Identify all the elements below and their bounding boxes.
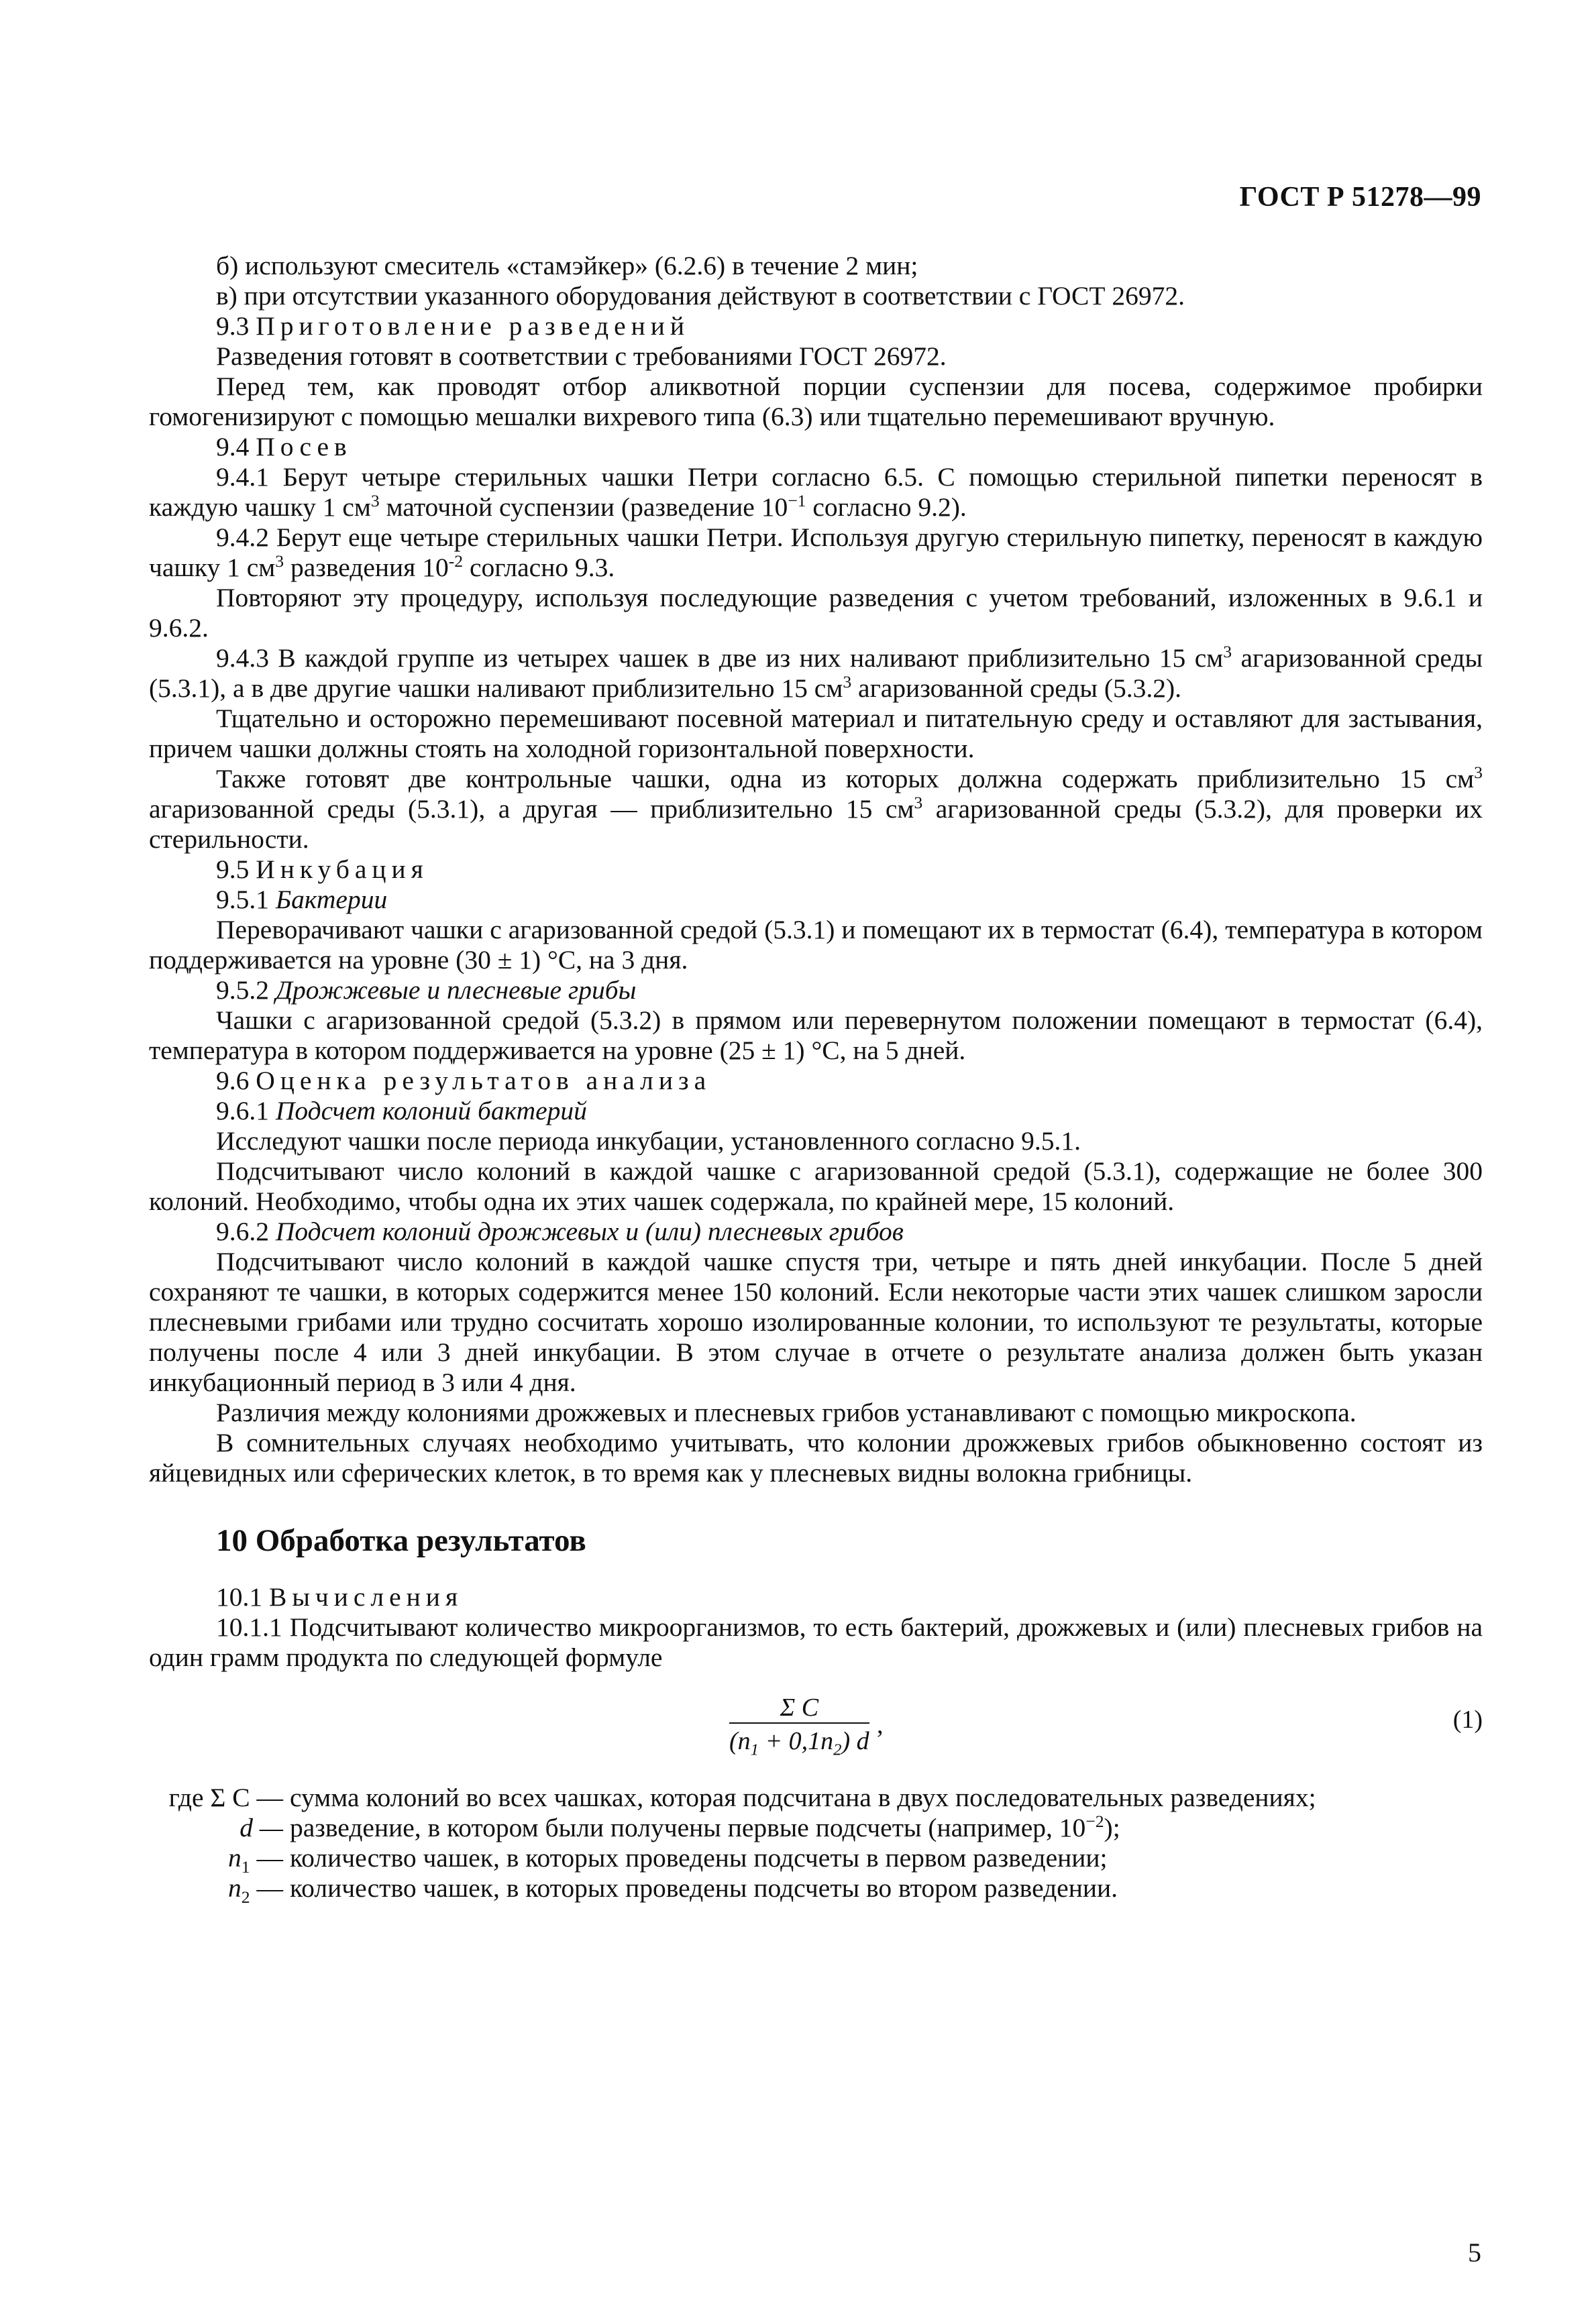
subsection-heading-9-6-1 bbox=[149, 1096, 1483, 1126]
subscript: 1 bbox=[241, 1857, 250, 1877]
section-number: 9.5.2 bbox=[216, 975, 269, 1005]
superscript: −2 bbox=[1085, 1811, 1104, 1831]
legend-symbol bbox=[149, 1873, 290, 1907]
superscript: 3 bbox=[370, 490, 380, 510]
paragraph: Подсчитывают число колоний в каждой чашке спустя три, четыре и пять дней инкубации. После 5 дней сохраняют те чашки, в которых содержится менее 150 колоний. Если некоторые части этих чашек слишком заросли плесневыми грибами или трудно сосчитать хорошо изолированные колонии, то используют те результаты, которые получены после 4 или 3 дней инкубации. В этом случае в отчете о результате анализа должен быть указан инкубационный период в 3 или 4 дня. bbox=[149, 1247, 1483, 1397]
legend-row bbox=[149, 1843, 1483, 1877]
formula bbox=[149, 1693, 1483, 1767]
section-number: 9.4 bbox=[216, 432, 250, 461]
text-run: разведения 10 bbox=[284, 553, 449, 582]
paragraph: Разведения готовят в соответствии с требованиями ГОСТ 26972. bbox=[216, 341, 947, 371]
legend-text bbox=[290, 1813, 1483, 1843]
superscript: 3 bbox=[843, 671, 852, 691]
page-number: 5 bbox=[1468, 2237, 1481, 2268]
formula-comma: , bbox=[877, 1711, 884, 1739]
text-run: агаризованной среды (5.3.2), для проверки их стерильности. bbox=[149, 794, 1483, 854]
document-code: ГОСТ Р 51278—99 bbox=[1239, 182, 1481, 213]
paragraph bbox=[149, 462, 1483, 522]
subscript: 1 bbox=[750, 1740, 759, 1759]
legend-symbol: где Σ C — bbox=[168, 1783, 283, 1812]
section-heading-9-6 bbox=[149, 1066, 1483, 1096]
formula-fraction bbox=[729, 1693, 869, 1759]
legend-text: количество чашек, в которых проведены подсчеты в первом разведении; bbox=[290, 1843, 1108, 1873]
legend-text: количество чашек, в которых проведены подсчеты во втором разведении. bbox=[290, 1873, 1118, 1903]
section-number: 9.5 bbox=[216, 854, 250, 884]
section-title: Инкубация bbox=[256, 854, 429, 884]
superscript: -2 bbox=[448, 551, 464, 571]
paragraph bbox=[149, 522, 1483, 583]
section-heading-9-3 bbox=[149, 311, 1483, 341]
superscript: −1 bbox=[788, 490, 806, 510]
text-run: n bbox=[228, 1843, 242, 1873]
superscript: 3 bbox=[914, 792, 923, 812]
legend-symbol: d — bbox=[240, 1813, 283, 1842]
paragraph: Различия между колониями дрожжевых и плесневых грибов устанавливают с помощью микроскопа. bbox=[216, 1398, 1357, 1427]
section-title: Вычисления bbox=[269, 1582, 464, 1612]
text-run: — bbox=[250, 1873, 283, 1903]
paragraph: в) при отсутствии указанного оборудования действуют в соответствии с ГОСТ 26972. bbox=[216, 281, 1185, 311]
document-body bbox=[149, 251, 1483, 1907]
text-run: согласно 9.2). bbox=[806, 492, 967, 522]
subsection-heading-9-6-2 bbox=[149, 1217, 1483, 1247]
text-run: маточной суспензии (разведение 10 bbox=[379, 492, 788, 522]
subscript: 2 bbox=[833, 1740, 842, 1759]
section-number: 9.6.2 bbox=[216, 1217, 269, 1246]
text-run: агаризованной среды (5.3.1), а в две другие чашки наливают приблизительно 15 см bbox=[149, 643, 1483, 703]
section-title: Оценка результатов анализа bbox=[256, 1066, 712, 1095]
paragraph: Переворачивают чашки с агаризованной средой (5.3.1) и помещают их в термостат (6.4), температура в котором поддерживается на уровне (30 ± 1) °С, на 3 дня. bbox=[149, 915, 1483, 975]
text-run: (n bbox=[729, 1727, 751, 1755]
section-title: Бактерии bbox=[275, 885, 388, 914]
formula-numerator bbox=[729, 1693, 869, 1724]
superscript: 3 bbox=[1223, 641, 1232, 661]
paragraph: Тщательно и осторожно перемешивают посевной материал и питательную среду и оставляют для застывания, причем чашки должны стоять на холодной горизонтальной поверхности. bbox=[149, 704, 1483, 763]
section-number: 9.5.1 bbox=[216, 885, 269, 914]
text-run: ) d bbox=[841, 1727, 869, 1755]
formula-number: (1) bbox=[1452, 1706, 1483, 1734]
legend-row bbox=[149, 1873, 1483, 1907]
paragraph: Исследуют чашки после периода инкубации, установленного согласно 9.5.1. bbox=[216, 1126, 1081, 1156]
section-heading-9-5 bbox=[149, 854, 1483, 885]
text-run: 9.4.1 Берут четыре стерильных чашки Петри согласно 6.5. С помощью стерильной пипетки переносят в каждую чашку 1 см bbox=[149, 462, 1483, 522]
section-number: 9.6 bbox=[216, 1066, 250, 1095]
text-run: агаризованной среды (5.3.2). bbox=[851, 673, 1182, 703]
paragraph: Чашки с агаризованной средой (5.3.2) в прямом или перевернутом положении помещают в термостат (6.4), температура в котором поддерживается на уровне (25 ± 1) °С, на 5 дней. bbox=[149, 1005, 1483, 1065]
subsection-heading-9-5-1 bbox=[149, 885, 1483, 915]
section-number: 10.1 bbox=[216, 1582, 263, 1612]
section-title: Приготовление разведений bbox=[256, 311, 690, 341]
section-heading-10-1 bbox=[149, 1582, 1483, 1612]
legend-text: сумма колоний во всех чашках, которая подсчитана в двух последовательных разведениях; bbox=[290, 1783, 1316, 1812]
text-run: согласно 9.3. bbox=[463, 553, 615, 582]
text-run: разведение, в котором были получены первые подсчеты (например, 10 bbox=[290, 1813, 1086, 1842]
text-run: + 0,1n bbox=[759, 1727, 834, 1755]
paragraph: 10.1.1 Подсчитывают количество микроорганизмов, то есть бактерий, дрожжевых и (или) плесневых грибов на один грамм продукта по следующей формуле bbox=[149, 1612, 1483, 1672]
paragraph: б) используют смеситель «стамэйкер» (6.2.6) в течение 2 мин; bbox=[216, 251, 918, 280]
legend-row bbox=[149, 1813, 1483, 1843]
section-title: Подсчет колоний бактерий bbox=[275, 1096, 587, 1125]
legend-symbol bbox=[149, 1843, 290, 1877]
superscript: 3 bbox=[275, 551, 284, 571]
text-run: Также готовят две контрольные чашки, одна из которых должна содержать приблизительно 15 см bbox=[216, 764, 1475, 793]
text-run: — bbox=[250, 1843, 283, 1873]
section-number: 9.6.1 bbox=[216, 1096, 269, 1125]
section-title: Подсчет колоний дрожжевых и (или) плесневых грибов bbox=[275, 1217, 904, 1246]
text-run: 9.4.3 В каждой группе из четырех чашек в две из них наливают приблизительно 15 см bbox=[216, 643, 1224, 673]
text-run: ); bbox=[1104, 1813, 1120, 1842]
paragraph bbox=[149, 764, 1483, 854]
text-run: агаризованной среды (5.3.1), а другая — приблизительно 15 см bbox=[149, 794, 914, 824]
text-run: n bbox=[228, 1873, 242, 1903]
formula-legend bbox=[149, 1783, 1483, 1907]
numerator-text: Σ C bbox=[780, 1694, 819, 1722]
paragraph: Перед тем, как проводят отбор аликвотной порции суспензии для посева, содержимое пробирки гомогенизируют с помощью мешалки вихревого типа (6.3) или тщательно перемешивают вручную. bbox=[149, 372, 1483, 431]
section-title: Дрожжевые и плесневые грибы bbox=[275, 975, 637, 1005]
section-title: Посев bbox=[256, 432, 352, 461]
paragraph: В сомнительных случаях необходимо учитывать, что колонии дрожжевых грибов обыкновенно состоят из яйцевидных или сферических клеток, в то время как у плесневых видны волокна грибницы. bbox=[149, 1428, 1483, 1488]
section-heading-9-4 bbox=[149, 432, 1483, 462]
paragraph: Подсчитывают число колоний в каждой чашке с агаризованной средой (5.3.1), содержащие не более 300 колоний. Необходимо, чтобы одна их этих чашек содержала, по крайней мере, 15 колоний. bbox=[149, 1156, 1483, 1216]
paragraph: Повторяют эту процедуру, используя последующие разведения с учетом требований, изложенных в 9.6.1 и 9.6.2. bbox=[149, 583, 1483, 643]
legend-row bbox=[149, 1783, 1483, 1813]
section-heading-10: 10 Обработка результатов bbox=[216, 1523, 586, 1558]
section-number: 9.3 bbox=[216, 311, 250, 341]
text-run: 9.4.2 Берут еще четыре стерильных чашки Петри. Используя другую стерильную пипетку, переносят в каждую чашку 1 см bbox=[149, 522, 1483, 582]
subsection-heading-9-5-2 bbox=[149, 975, 1483, 1005]
formula-denominator bbox=[729, 1724, 869, 1759]
superscript: 3 bbox=[1474, 762, 1483, 782]
paragraph bbox=[149, 643, 1483, 704]
subscript: 2 bbox=[241, 1887, 250, 1907]
